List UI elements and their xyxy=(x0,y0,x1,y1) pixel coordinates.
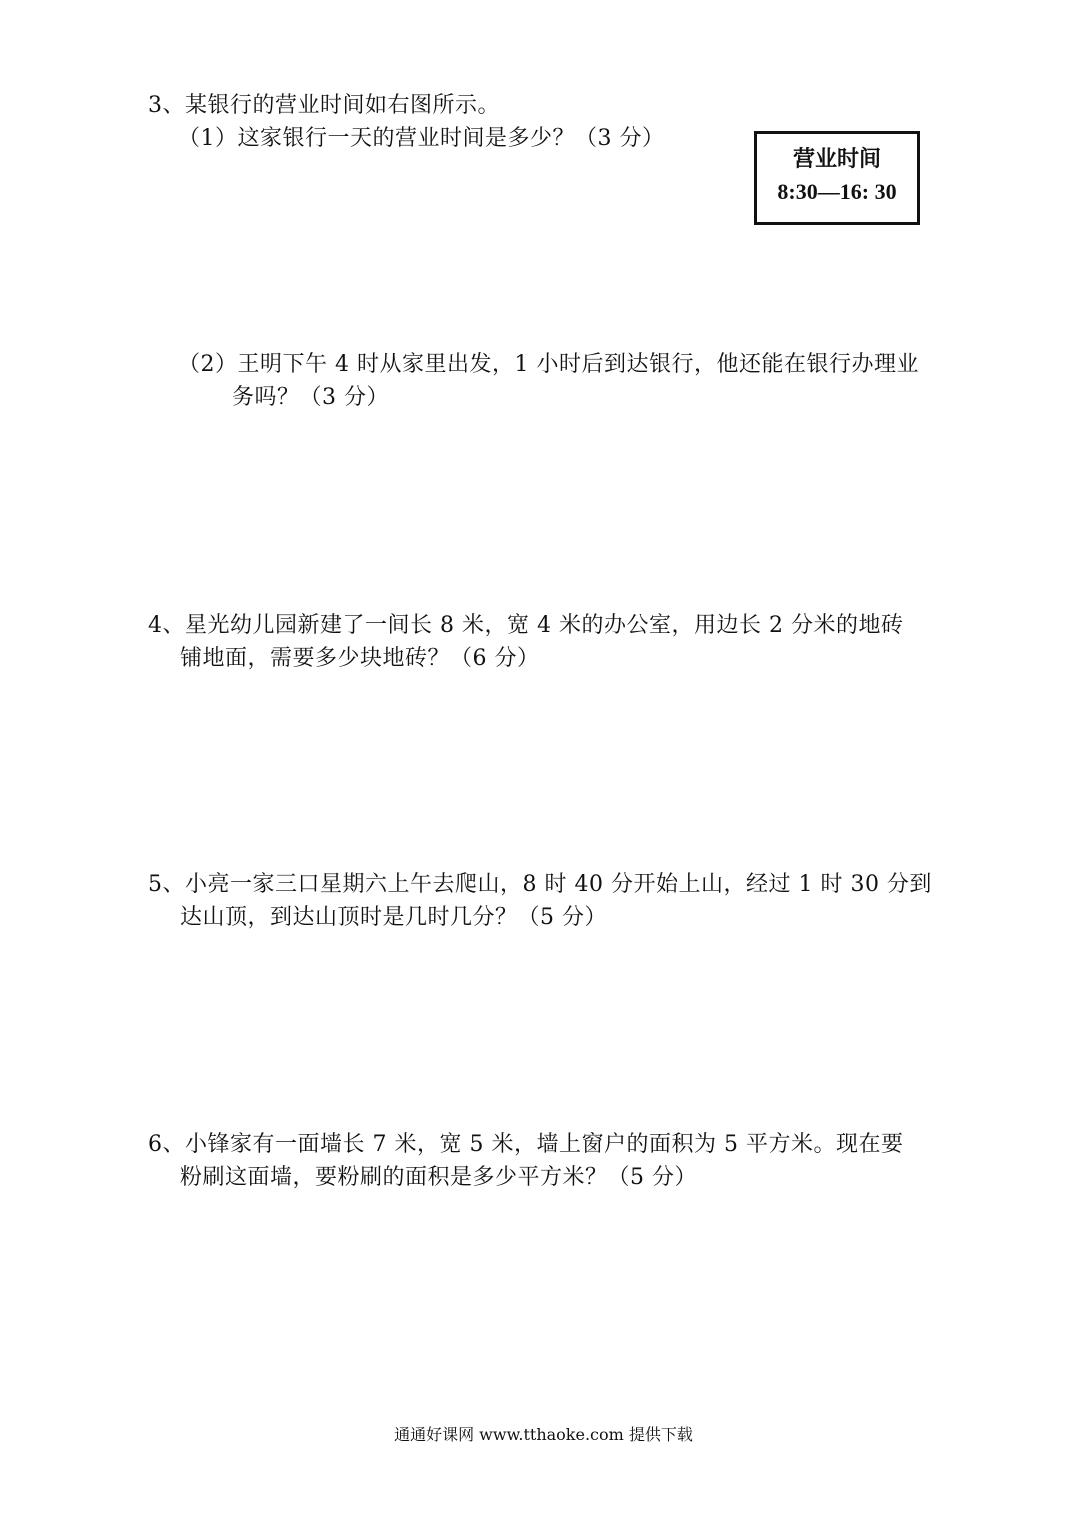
question-5-line-1: 5、小亮一家三口星期六上午去爬山，8 时 40 分开始上山，经过 1 时 30 分到 xyxy=(148,872,932,897)
question-3-part-2-line-2: 务吗？（3 分） xyxy=(232,385,389,410)
question-5-line-2: 达山顶，到达山顶时是几时几分？（5 分） xyxy=(180,905,607,930)
question-6-line-1: 6、小锋家有一面墙长 7 米，宽 5 米，墙上窗户的面积为 5 平方米。现在要 xyxy=(148,1132,904,1157)
question-4-line-1: 4、星光幼儿园新建了一间长 8 米，宽 4 米的办公室，用边长 2 分米的地砖 xyxy=(148,613,904,638)
question-6-line-2: 粉刷这面墙，要粉刷的面积是多少平方米？（5 分） xyxy=(180,1165,697,1190)
business-hours-title: 营业时间 xyxy=(792,147,881,172)
business-hours-time: 8:30—16: 30 xyxy=(777,179,897,204)
question-3-part-1: （1）这家银行一天的营业时间是多少？（3 分） xyxy=(178,126,665,151)
business-hours-box xyxy=(754,131,920,225)
page-footer: 通通好课网 www.tthaoke.com 提供下载 xyxy=(394,1425,693,1444)
question-3-part-2-line-1: （2）王明下午 4 时从家里出发，1 小时后到达银行，他还能在银行办理业 xyxy=(178,352,919,377)
question-4-line-2: 铺地面，需要多少块地砖？（6 分） xyxy=(180,646,540,671)
question-3-stem: 3、某银行的营业时间如右图所示。 xyxy=(148,93,500,118)
